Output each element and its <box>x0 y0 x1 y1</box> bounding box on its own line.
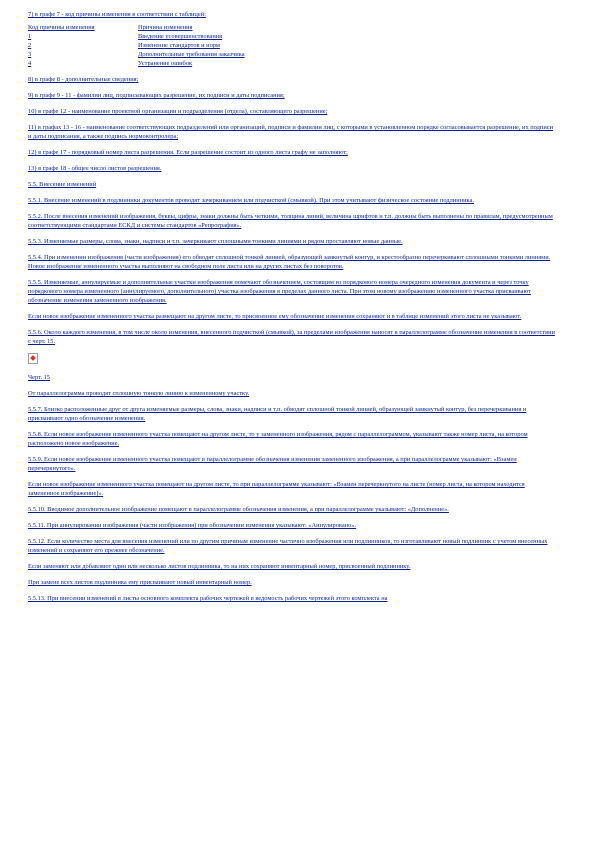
paragraph[interactable]: Если новое изображение измененного участка размещают на другом листе, то присвоенное ему обозначение изменения сохраняют и в таблице изменений этого листа не указывают. <box>28 313 522 320</box>
row-reason[interactable]: Дополнительные требования заказчика <box>138 51 245 58</box>
row-code[interactable]: 1 <box>28 33 32 40</box>
section-heading[interactable]: 5.5. Внесение изменений <box>28 181 97 188</box>
paragraph[interactable]: 5.5.13. При внесении изменений в листы основного комплекта рабочих чертежей в ведомость рабочих чертежей этого комплекта на <box>28 595 388 602</box>
paragraph[interactable]: 5.5.2. После внесения изменений изображения, буквы, цифры, знаки должны быть четкими, толщина линий, величина шрифтов и т.п. должны быть выполнены по правилам, предусмотренным соответствующими стандартами ЕСКД и системы стандартов «Репрография». <box>28 213 553 229</box>
figure-caption[interactable]: Черт. 15 <box>28 374 50 381</box>
paragraph[interactable]: 9) в графе 9 - 11 - фамилии лиц, подписывающих разрешение, их подписи и даты подписания; <box>28 92 285 99</box>
paragraph[interactable]: 5.5.4. При изменении изображения (части изображения) его обводят сплошной тонкой линией, образующей замкнутый контур, и крестообразно перечеркивают сплошными тонкими линиями. Новое изображение измененного участка выполняют на свободном поле листа или на других листах без поворотов. <box>28 254 551 270</box>
paragraph[interactable]: 5.5.7. Близко расположенные друг от друга изменяемые размеры, слова, знаки, надписи и т.п. обводят сплошной тонкой линией, образующей замкнутый контур, без перечеркивания и присваивают одно обозначение изменения. <box>28 406 527 422</box>
row-reason[interactable]: Устранение ошибок <box>138 60 193 67</box>
header-reason[interactable]: Причина изменения <box>138 24 193 31</box>
intro-line[interactable]: 7) в графе 7 - код причины изменения в соответствии с таблицей: <box>28 11 206 18</box>
header-code[interactable]: Код причины изменения <box>28 24 95 31</box>
paragraph[interactable]: Если новое изображение измененного участка помещают на другом листе, то при параллелограмме указывают: «Взамен перечеркнутого на листе (номер листа, на котором находится замененное изображение)». <box>28 481 525 497</box>
paragraph[interactable]: 5.5.5. Изменяемые, аннулируемые и дополнительные участки изображения помечают обозначением, состоящим из порядкового номера очередного изменения документа и через точку порядкового номера измененного (аннулируемого, дополнительного) участка изображения в пределах данного листа. При этом новому изображению измененного участка присваивают обозначение изменения замененного изображения. <box>28 279 531 304</box>
table-row <box>28 59 555 68</box>
paragraph[interactable]: При замене всех листов подлинника ему присваивают новый инвентарный номер. <box>28 579 252 586</box>
table-row <box>28 50 555 59</box>
paragraph[interactable]: 5.5.1. Внесение изменений в подлинники документов проводят зачеркиванием или подчисткой (смывкой). При этом учитывают физическое состояние подлинника. <box>28 197 474 204</box>
table-row <box>28 32 555 41</box>
broken-image-icon <box>28 353 38 364</box>
paragraph[interactable]: 12) в графе 17 - порядковый номер листа разрешения. Если разрешение состоит из одного листа графу не заполняют; <box>28 149 348 156</box>
row-code[interactable]: 2 <box>28 42 32 49</box>
paragraph[interactable]: 5.5.12. Если количество места для внесения изменений или по другим причинам изменение частично изображения или подлинников, то изготавливают новый подлинник с учетом внесенных изменений и сохраняют его прежнее обозначение. <box>28 538 548 554</box>
paragraph[interactable]: 5.5.8. Если новое изображение измененного участка помещают на другом листе, то у замененного изображения, рядом с параллелограммом, указывают также номер листа, на котором расположено новое изображение. <box>28 431 528 447</box>
paragraph[interactable]: 5.5.9. Если новое изображение измененного участка помещают в параллелограмме обозначения изменения замененного изображения, а при параллелограмме указывают: «Взамен перечеркнутого». <box>28 456 517 472</box>
paragraph[interactable]: 11) в графах 13 - 16 - наименование соответствующих подразделений или организаций, подписи и фамилии лиц, с которыми в установленном порядке согласовывается разрешение, их подписи и даты подписания, а также подпись нормоконтролера; <box>28 124 554 140</box>
paragraph[interactable]: 13) в графе 18 - общее число листов разрешения. <box>28 165 162 172</box>
paragraph[interactable]: 5.5.10. Вводимое дополнительное изображение помещают в параллелограмме обозначения изменения, а при параллелограмме указывают: «Дополнение». <box>28 506 449 513</box>
paragraph[interactable]: 5.5.3. Изменяемые размеры, слова, знаки, надписи и т.п. зачеркивают сплошными тонкими линиями и рядом проставляют новые данные. <box>28 238 403 245</box>
row-reason[interactable]: Введение усовершенствования <box>138 33 223 40</box>
paragraph[interactable]: От параллелограмма проводят сплошную тонкую линию к измененному участку. <box>28 390 250 397</box>
row-reason[interactable]: Изменение стандартов и норм <box>138 42 220 49</box>
paragraph[interactable]: 5.5.6. Около каждого изменения, в том числе около изменения, внесенного подчисткой (смывкой), за пределами изображения наносят в параллелограмме обозначение изменения в соответствии с черт. 15. <box>28 329 555 345</box>
row-code[interactable]: 4 <box>28 60 32 67</box>
paragraph[interactable]: 8) в графе 8 - дополнительные сведения; <box>28 76 139 83</box>
paragraph[interactable]: 10) в графе 12 - наименование проектной организации и подразделения (отдела), составляющего разрешение; <box>28 108 328 115</box>
paragraph[interactable]: Если заменяют или добавляют один или несколько листов подлинника, то на них сохраняют инвентарный номер, присвоенный подлиннику. <box>28 563 411 570</box>
table-row <box>28 41 555 50</box>
paragraph[interactable]: 5.5.11. При аннулировании изображения (части изображения) при обозначении изменения указывают: «Аннулировано». <box>28 522 357 529</box>
table-header-row <box>28 23 555 32</box>
row-code[interactable]: 3 <box>28 51 32 58</box>
change-reason-table <box>28 23 555 68</box>
